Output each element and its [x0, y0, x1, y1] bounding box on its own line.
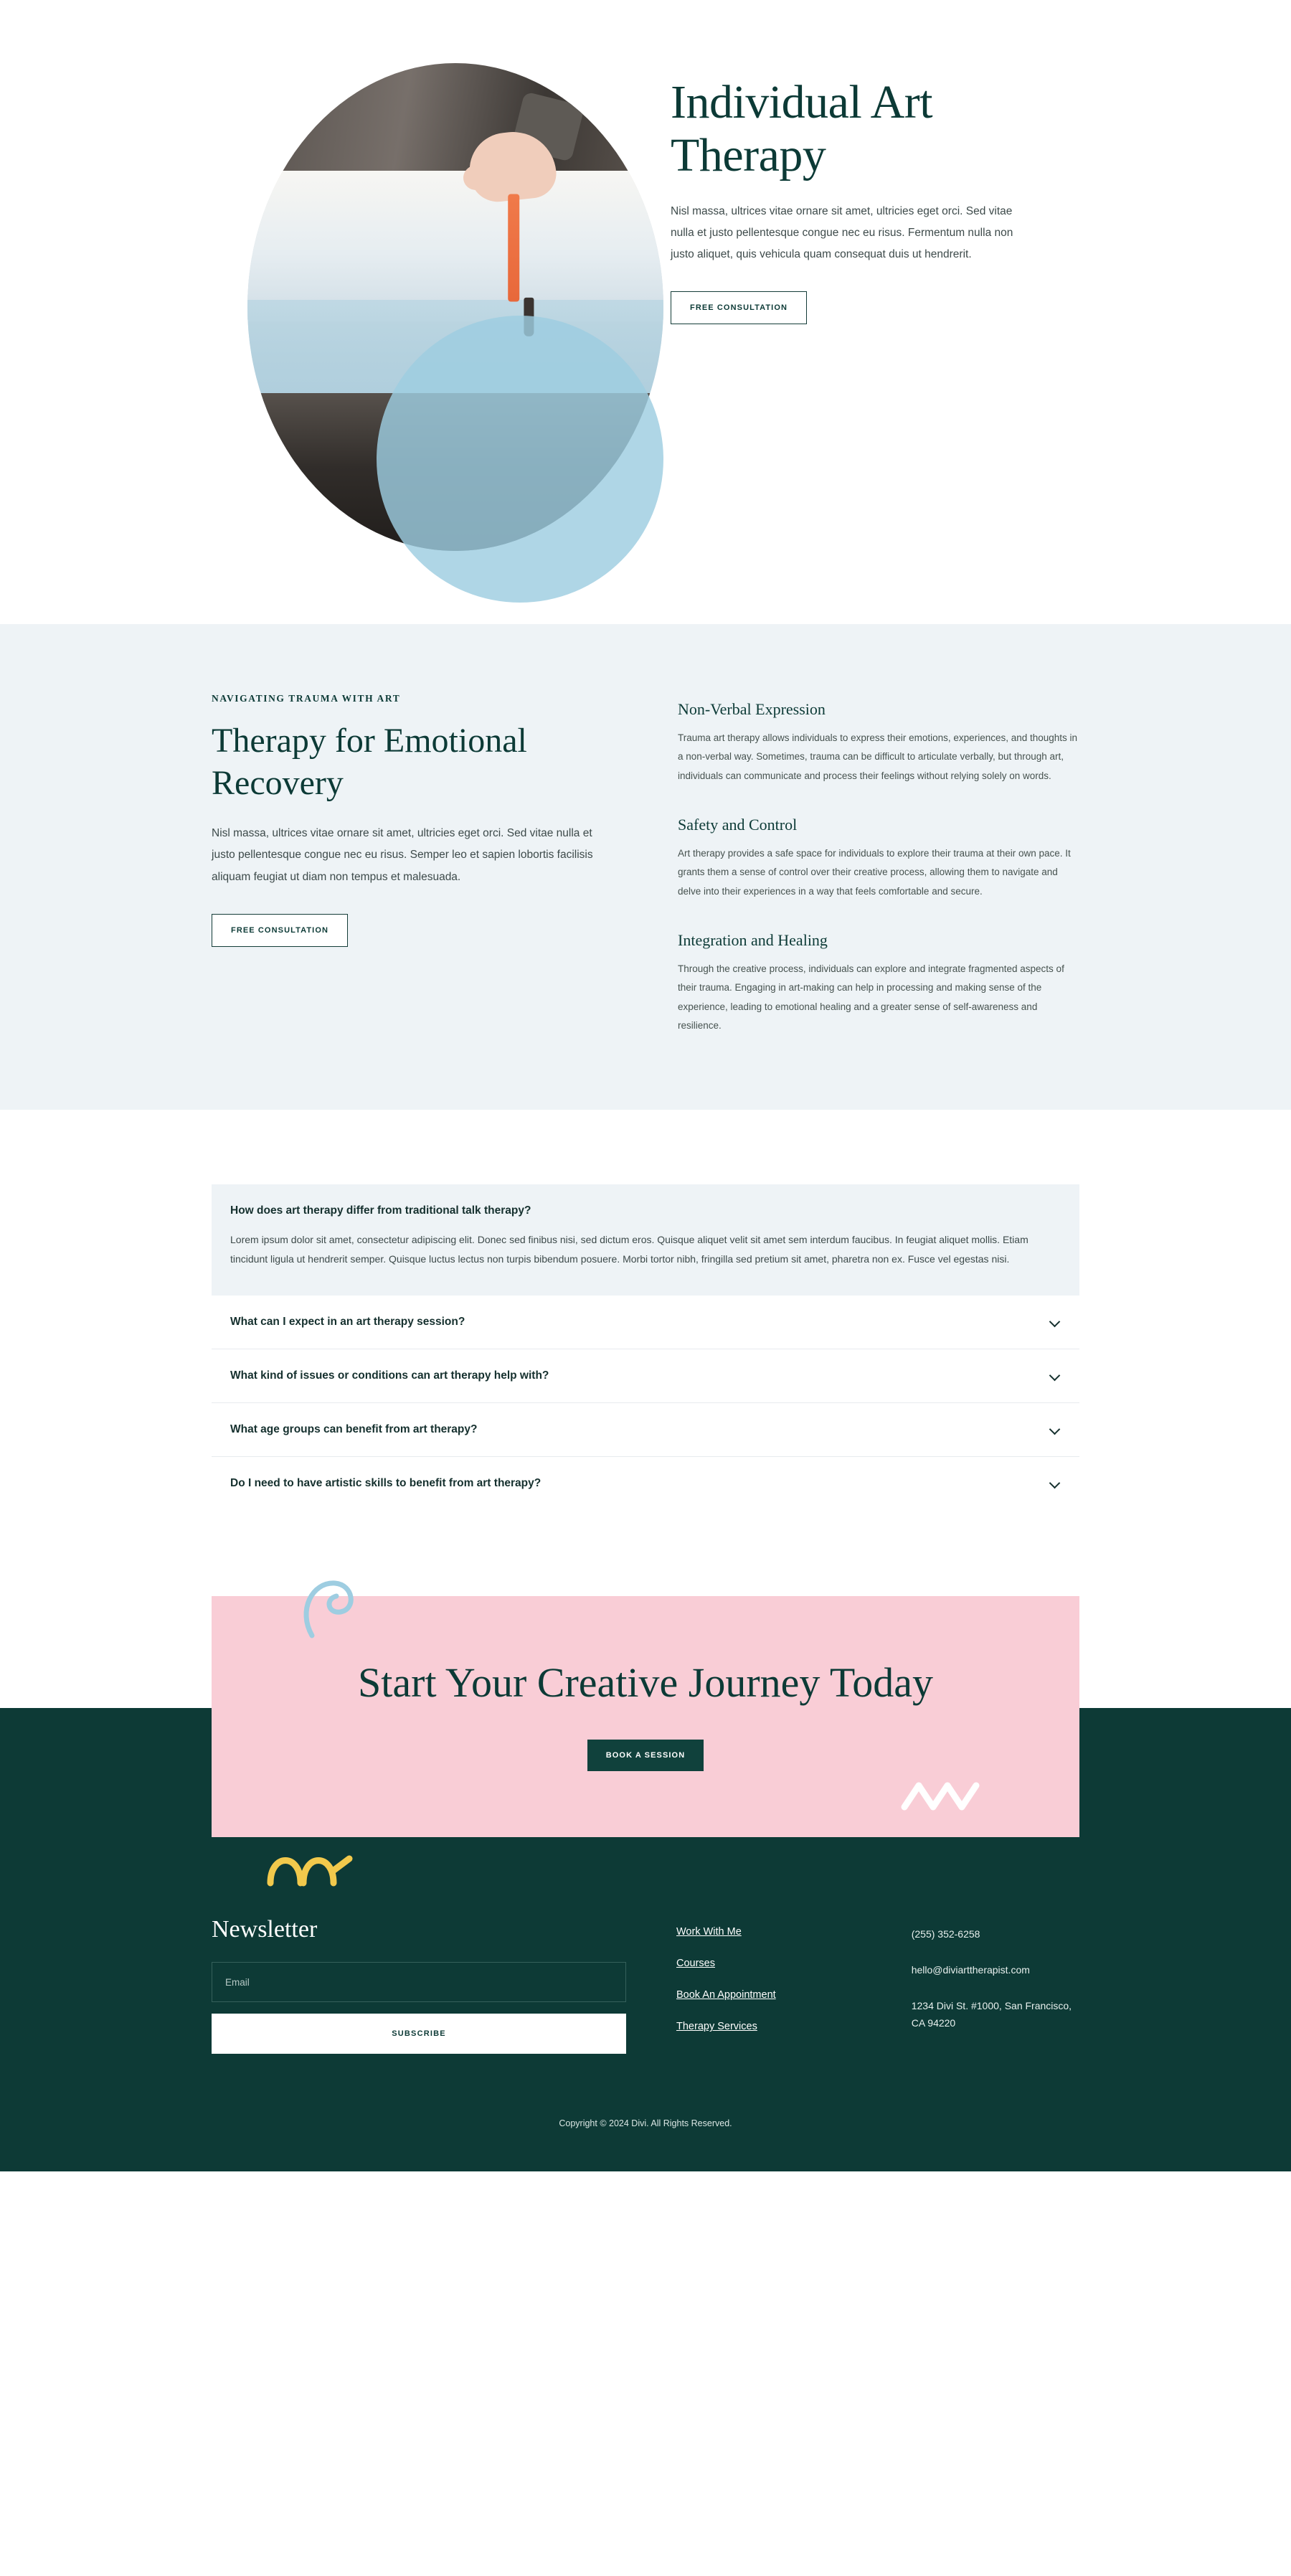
faq-answer: Lorem ipsum dolor sit amet, consectetur adipiscing elit. Donec sed finibus nisi, sed dictum eros. Quisque aliquet velit sit amet sem interdum faucibus. In feugiat aliquet mollis. Etiam tincidunt ligula ut hendrerit semper. Quisque luctus lectus non turpis bibendum posuere. Morbi tortor nibh, fringilla sed pretium sit amet, pharetra non ex. Fusce vel egestas nisi. [230, 1234, 1028, 1265]
footer-link-work-with-me[interactable]: Work With Me [676, 1926, 742, 1938]
newsletter-heading: Newsletter [212, 1916, 318, 1943]
cta-title: Start Your Creative Journey Today [358, 1659, 933, 1706]
feature-title: Non-Verbal Expression [678, 700, 826, 718]
contact-address: 1234 Divi St. #1000, San Francisco, CA 94220 [911, 2000, 1072, 2029]
feature-title: Safety and Control [678, 815, 798, 834]
faq-question-row[interactable] [230, 1369, 1061, 1382]
contact-email[interactable]: hello@diviarttherapist.com [911, 1964, 1030, 1976]
faq-question: What age groups can benefit from art therapy? [230, 1423, 478, 1435]
faq-question-row[interactable] [230, 1423, 1061, 1436]
footer-link-therapy-services[interactable]: Therapy Services [676, 2021, 757, 2033]
feature-title: Integration and Healing [678, 930, 828, 949]
feature-item [678, 931, 1079, 1035]
faq-accordion [212, 1184, 1079, 1510]
footer-link-courses[interactable]: Courses [676, 1958, 715, 1970]
faq-item[interactable] [212, 1184, 1079, 1296]
chevron-down-icon[interactable] [1049, 1370, 1061, 1382]
faq-question: What can I expect in an art therapy session? [230, 1315, 465, 1328]
arcs-doodle-icon [263, 1826, 356, 1890]
faq-question-row[interactable] [230, 1316, 1061, 1329]
faq-question: How does art therapy differ from traditional talk therapy? [230, 1204, 531, 1217]
feature-item [678, 816, 1079, 901]
section-paragraph: Nisl massa, ultrices vitae ornare sit amet, ultricies eget orci. Sed vitae nulla et justo pellentesque congue nec eu risus. Semper leo et sapien lobortis facilisis aliquam feugiat ut diam non tempus et malesuada. [212, 827, 593, 883]
newsletter-block [212, 1916, 626, 2054]
chevron-down-icon[interactable] [1049, 1478, 1061, 1489]
hero-blue-circle-decoration [377, 316, 663, 603]
feature-body: Trauma art therapy allows individuals to express their emotions, experiences, and thoughts in a non-verbal way. Sometimes, trauma can be difficult to articulate verbally, but through art, individuals can communicate and process their feelings without relying solely on words. [678, 732, 1078, 781]
faq-question-row[interactable] [230, 1477, 1061, 1490]
feature-list [678, 693, 1079, 1035]
section-eyebrow: NAVIGATING TRAUMA WITH ART [212, 693, 401, 704]
contact-phone[interactable]: (255) 352-6258 [911, 1928, 980, 1940]
cta-section [0, 1553, 1291, 1838]
zigzag-doodle-icon [900, 1775, 986, 1826]
cta-pink-band [212, 1596, 1079, 1838]
faq-question: What kind of issues or conditions can art therapy help with? [230, 1369, 549, 1382]
swirl-doodle-icon [290, 1567, 377, 1653]
page-title: Individual Art Therapy [671, 76, 933, 181]
chevron-down-icon[interactable] [1049, 1424, 1061, 1435]
newsletter-subscribe-button[interactable]: SUBSCRIBE [212, 2014, 626, 2054]
feature-item [678, 700, 1079, 785]
copyright-text: Copyright © 2024 Divi. All Rights Reserved. [0, 2118, 1291, 2171]
recovery-free-consultation-button[interactable]: FREE CONSULTATION [212, 914, 348, 947]
faq-item[interactable] [212, 1457, 1079, 1510]
hero-paragraph: Nisl massa, ultrices vitae ornare sit amet, ultricies eget orci. Sed vitae nulla et justo pellentesque congue nec eu risus. Fermentum nulla non justo aliquet, quis vehicula quam consequat duis ut hendrerit. [671, 204, 1013, 261]
hero-section [0, 0, 1291, 624]
faq-question-row[interactable] [230, 1204, 1061, 1217]
footer [0, 1837, 1291, 2118]
emotional-recovery-section [0, 624, 1291, 1110]
chevron-down-icon[interactable] [1049, 1316, 1061, 1328]
hero-artwork [212, 43, 628, 545]
feature-body: Through the creative process, individuals can explore and integrate fragmented aspects of their trauma. Engaging in art-making can help in processing and making sense of the experience, leading to emotional healing and a greater sense of self-awareness and resilience. [678, 963, 1064, 1031]
faq-question: Do I need to have artistic skills to benefit from art therapy? [230, 1476, 542, 1489]
footer-contact-block [912, 1916, 1079, 2054]
faq-item[interactable] [212, 1403, 1079, 1457]
footer-nav [676, 1916, 861, 2054]
newsletter-email-input[interactable] [212, 1962, 626, 2002]
faq-item[interactable] [212, 1296, 1079, 1349]
footer-link-book-an-appointment[interactable]: Book An Appointment [676, 1989, 776, 2001]
hero-free-consultation-button[interactable]: FREE CONSULTATION [671, 291, 807, 324]
feature-body: Art therapy provides a safe space for individuals to explore their trauma at their own pace. It grants them a sense of control over their creative process, allowing them to navigate and delve into their experiences in a way that feels comfortable and secure. [678, 847, 1071, 897]
faq-section [0, 1110, 1291, 1553]
book-a-session-button[interactable]: BOOK A SESSION [587, 1740, 704, 1771]
faq-item[interactable] [212, 1349, 1079, 1403]
section-title: Therapy for Emotional Recovery [212, 722, 527, 802]
